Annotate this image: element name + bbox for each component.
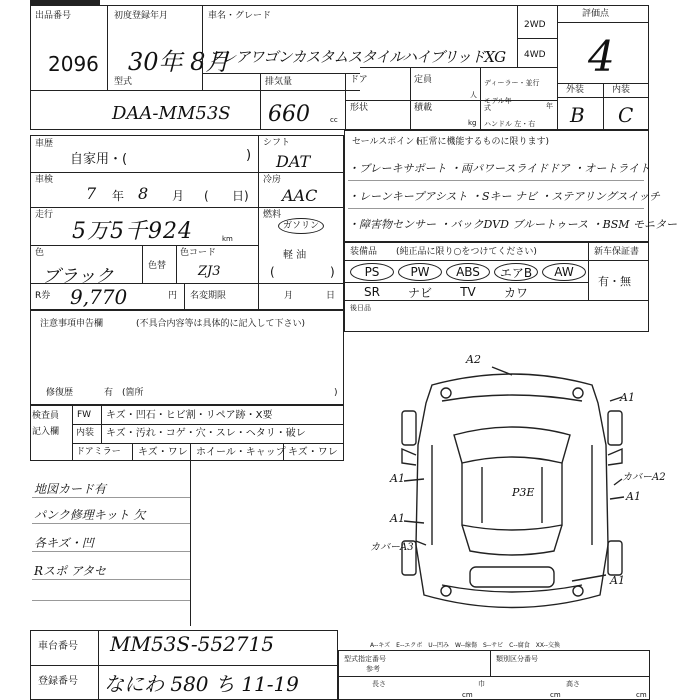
equip-leather [492, 284, 540, 300]
class-code-label: 類別区分番号 [496, 655, 538, 663]
notes-subtitle: (不具合内容等は具体的に記入して下さい) [136, 319, 306, 329]
divider [32, 600, 190, 601]
note-line-1: 地図カード有 [34, 482, 107, 496]
equip-tv-label: TV [460, 285, 476, 299]
in-label: 内装 [76, 428, 95, 438]
equipment-row2 [348, 284, 540, 300]
first-reg-value: 30年 8月 [128, 48, 230, 76]
equip-tv [444, 284, 492, 300]
wheel-items: キズ・ワレ [288, 447, 338, 458]
divider [345, 73, 346, 130]
repair-label: 修復歴 [46, 388, 74, 398]
divider [30, 665, 338, 666]
inspection-month-value: 8 [138, 184, 149, 203]
divider [260, 73, 261, 130]
name-value: フレアワゴンカスタムスタイルハイブリッドXG [208, 48, 506, 66]
equip-airbag [492, 262, 540, 282]
interior-value: C [618, 103, 634, 127]
inspection-label: 車検 [35, 175, 54, 185]
cm-length: cm [462, 691, 473, 699]
cc-unit: cc [330, 116, 338, 124]
wheel-label: ホイール・キャップ [196, 447, 286, 458]
recycle-registered-label: 名変期限 [190, 291, 227, 301]
capacity-unit: 人 [470, 91, 477, 99]
new-parts-value: 有・無 [598, 275, 631, 288]
height-label: 高さ [566, 680, 580, 688]
equip-airbag-circle [494, 263, 538, 281]
equip-pw-circle [398, 263, 442, 281]
name-label: 車名・グレード [208, 11, 272, 21]
note-line-3: 各キズ・凹 [34, 536, 94, 550]
fuel-oil: 軽 油 [283, 250, 307, 261]
new-parts-label: 新车保証書 [594, 247, 640, 257]
divider [603, 83, 604, 130]
usage-label: 車歴 [35, 139, 54, 149]
equipment-subtitle: (純正品に限り○をつけてください) [396, 247, 537, 257]
fuel-value: ガソリン [282, 220, 319, 231]
divider [410, 67, 411, 130]
diagram-mark-p3e: P3E [512, 486, 535, 499]
divider [202, 73, 360, 74]
fuel-paren-open: ( [270, 265, 275, 279]
checker-label-2: 記入欄 [32, 427, 60, 437]
divider [202, 5, 203, 90]
divider [184, 283, 185, 310]
divider [107, 5, 108, 90]
divider [72, 405, 73, 461]
divider [557, 5, 558, 130]
chassis-value: MM53S-552715 [110, 632, 274, 656]
divider [588, 242, 589, 300]
handle-label: ハンドル 左・右 [484, 120, 536, 128]
load-label: 積載 [414, 103, 433, 113]
lot-label: 出品番号 [35, 11, 72, 21]
divider [490, 650, 491, 676]
color-code-value: ZJ3 [198, 264, 221, 279]
equip-sr-label: SR [364, 285, 380, 299]
cm-width: cm [550, 691, 561, 699]
sales-line-2: ・レーンキープアシスト ・Sキー ナビ ・ステアリングスイッチ [348, 190, 661, 203]
ref-label-1: 参考 [366, 665, 380, 673]
divider [344, 282, 588, 283]
inspection-day-paren: ( [204, 189, 209, 203]
divider [360, 67, 557, 68]
divider [190, 443, 191, 461]
equip-leather-label: カワ [503, 285, 528, 300]
usage-close: ) [246, 148, 252, 163]
divider [176, 245, 177, 283]
capacity-label: 定員 [414, 75, 433, 85]
color-code-label: 色コード [180, 248, 217, 258]
equip-ps-label: PS [364, 265, 380, 279]
fw-items: キズ・凹石・ヒビ割・リペア跡・X要 [106, 410, 273, 421]
cooler-value: AAC [282, 186, 318, 205]
model-value: DAA-MM53S [112, 103, 231, 124]
model-label: 型式 [114, 77, 133, 87]
diagram-mark-a2-top: A2 [466, 353, 481, 366]
divider [517, 38, 557, 39]
shift-value: DAT [276, 152, 311, 171]
sales-line-3: ・障害物センサー ・バックDVD ブルートゥース ・BSM モニター [348, 218, 677, 231]
inspection-year-value: 7 [86, 184, 97, 203]
equip-sr [348, 284, 396, 300]
recycle-day-unit: 日 [326, 291, 336, 301]
exterior-label: 外装 [566, 85, 585, 95]
divider [30, 90, 360, 91]
divider [32, 579, 190, 580]
divider [344, 300, 649, 301]
cm-height: cm [636, 691, 647, 699]
divider [480, 67, 481, 130]
divider [32, 523, 190, 524]
divider [348, 180, 644, 181]
sales-title: セールスポイント [352, 137, 424, 147]
equipment-title: 装備品 [350, 247, 378, 257]
sales-line-1: ・ブレーキサポート ・両パワースライドドア ・オートライト [348, 162, 651, 175]
equip-pw [396, 262, 444, 282]
mileage-label: 走行 [35, 210, 54, 220]
chassis-label: 車台番号 [38, 641, 78, 652]
recycle-value: 9,770 [70, 285, 128, 309]
grade-value: 4 [588, 32, 615, 81]
reg-label: 登録番号 [38, 676, 78, 687]
first-reg-label: 初度登録年月 [114, 11, 169, 21]
load-unit: kg [468, 119, 477, 127]
length-label: 長さ [372, 680, 386, 688]
divider [190, 461, 191, 626]
divider [142, 245, 143, 283]
divider [30, 283, 344, 284]
equip-abs-label: ABS [456, 265, 480, 279]
sales-subtitle: (正常に機能するものに限ります) [416, 137, 550, 147]
diagram-mark-a1-front-right: A1 [620, 391, 635, 404]
divider [30, 245, 258, 246]
diagram-mark-a1-left: A1 [390, 472, 405, 485]
divider [30, 207, 344, 208]
equip-abs-circle [446, 263, 490, 281]
fw-label: FW [77, 410, 92, 420]
fuel-paren-close: ) [330, 265, 335, 279]
mileage-unit: km [222, 235, 233, 243]
cooler-label: 冷房 [263, 175, 282, 185]
recycle-label: R券 [35, 291, 51, 301]
fuel-label: 燃料 [263, 210, 282, 220]
interior-label: 内装 [612, 85, 631, 95]
shape-label: 形状 [350, 103, 369, 113]
grade-label: 評価点 [582, 9, 610, 19]
cc-label: 排気量 [265, 77, 293, 87]
drive-4wd: 4WD [524, 50, 546, 60]
equip-ps-circle [350, 263, 394, 281]
diagram-mark-cover-a2: カバーA2 [622, 472, 666, 483]
equip-aw [540, 262, 588, 282]
reg-value: なにわ 580 ち 11-19 [104, 672, 299, 696]
repair-value: 有 [104, 388, 114, 398]
shift-label: シフト [263, 138, 291, 148]
divider [338, 676, 650, 677]
after-label: 後日品 [350, 304, 371, 312]
diagram-mark-a1-right: A1 [626, 490, 641, 503]
divider [32, 551, 190, 552]
diagram-mark-a1-rear: A1 [610, 574, 625, 587]
divider [348, 208, 644, 209]
exterior-value: B [570, 103, 585, 127]
divider [72, 424, 344, 425]
width-label: 巾 [478, 680, 485, 688]
checker-label-1: 検査員 [32, 411, 60, 421]
mileage-value: 5万5千924 [72, 219, 193, 244]
equip-abs [444, 262, 492, 282]
color-label: 色 [35, 248, 45, 258]
inspection-year-unit: 年 [112, 189, 125, 203]
divider [72, 443, 344, 444]
notes-title: 注意事項申告欄 [40, 319, 104, 329]
color-value: ブラック [42, 266, 114, 287]
divider [557, 97, 649, 98]
equip-aw-label: AW [554, 265, 574, 279]
model-year-unit: 年 [546, 102, 553, 110]
equip-airbag-label: エアB [499, 265, 533, 280]
equip-pw-label: PW [410, 265, 430, 279]
recycle-month-unit: 月 [284, 291, 294, 301]
divider [345, 100, 557, 101]
door-label: ドア [350, 75, 368, 85]
mirror-label: ドアミラー [76, 447, 121, 457]
fuel-gasoline-circle [278, 218, 324, 234]
divider [30, 172, 344, 173]
usage-value: 自家用・( [70, 152, 128, 167]
inspection-month-unit: 月 [172, 189, 185, 203]
inspection-day-unit: 日) [232, 189, 249, 203]
model-year-label: モデル年式 [484, 97, 512, 112]
divider [557, 22, 649, 23]
divider [32, 497, 190, 498]
equipment-row1 [348, 262, 588, 282]
repair-place: (箇所 [122, 388, 144, 398]
diagram-mark-cover-a3: カバーA3 [370, 542, 414, 553]
repair-close: ) [334, 388, 338, 398]
equip-navi-label: ナビ [407, 285, 432, 300]
mirror-items: キズ・ワレ [138, 447, 188, 458]
color-change-label: 色替 [148, 261, 167, 271]
divider [344, 260, 649, 261]
type-cert-label: 型式指定番号 [344, 655, 386, 663]
drive-2wd: 2WD [524, 20, 546, 30]
equip-aw-circle [542, 263, 586, 281]
diagram-mark-a1-left-lower: A1 [390, 512, 405, 525]
divider [132, 443, 133, 461]
equip-navi [396, 284, 444, 300]
divider [283, 443, 284, 461]
divider [517, 5, 518, 67]
note-line-2: パンク修理キット 欠 [34, 508, 146, 522]
in-items: キズ・汚れ・コゲ・穴・スレ・ヘタリ・破レ [106, 428, 306, 439]
note-line-4: Rスポ アタセ [34, 564, 107, 578]
diagram-legend: A--キズ E--エクボ U--凹み W--線傷 S--サビ C--腐食 XX--交換 [370, 642, 560, 649]
recycle-unit: 円 [168, 291, 178, 301]
dealer-label: ディーラー・並行 [484, 79, 540, 87]
black-tab [30, 0, 100, 6]
equip-ps [348, 262, 396, 282]
lot-number: 2096 [48, 52, 99, 76]
cc-value: 660 [268, 102, 310, 127]
